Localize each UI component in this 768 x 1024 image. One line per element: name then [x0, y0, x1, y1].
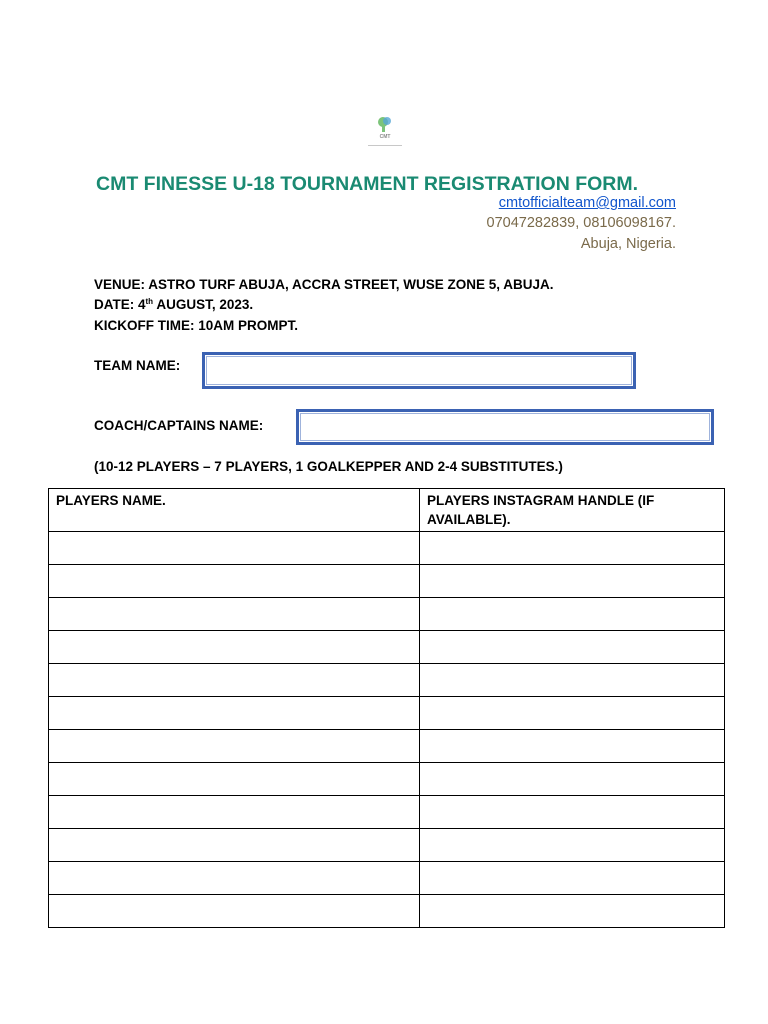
date-ordinal: th: [145, 297, 154, 306]
table-row: [49, 598, 725, 631]
instagram-handle-cell[interactable]: [420, 598, 725, 631]
logo-emblem-icon: [362, 112, 408, 152]
date-prefix: DATE: 4: [94, 297, 146, 312]
date-suffix: AUGUST, 2023.: [153, 297, 254, 312]
player-name-cell[interactable]: [49, 697, 420, 730]
table-row: [49, 796, 725, 829]
coach-name-field[interactable]: [296, 409, 714, 445]
table-row: [49, 697, 725, 730]
cmt-logo: [362, 112, 408, 152]
player-name-cell[interactable]: [49, 763, 420, 796]
header-instagram-handle: PLAYERS INSTAGRAM HANDLE (IF AVAILABLE).: [420, 489, 725, 532]
instagram-handle-cell[interactable]: [420, 730, 725, 763]
table-row: [49, 565, 725, 598]
instagram-handle-cell[interactable]: [420, 763, 725, 796]
coach-name-label: COACH/CAPTAINS NAME:: [94, 418, 264, 433]
instagram-handle-cell[interactable]: [420, 895, 725, 928]
table-row: [49, 664, 725, 697]
player-name-cell[interactable]: [49, 796, 420, 829]
instagram-handle-cell[interactable]: [420, 829, 725, 862]
city-text: Abuja, Nigeria.: [580, 236, 676, 252]
instagram-handle-cell[interactable]: [420, 664, 725, 697]
players-note: (10-12 PLAYERS – 7 PLAYERS, 1 GOALKEPPER AND 2-4 SUBSTITUTES.): [94, 459, 563, 474]
team-name-field[interactable]: [202, 352, 636, 389]
instagram-handle-cell[interactable]: [420, 796, 725, 829]
player-name-cell[interactable]: [49, 664, 420, 697]
players-table-body: [49, 532, 725, 928]
page-title: CMT FINESSE U-18 TOURNAMENT REGISTRATION FORM.: [96, 173, 639, 195]
table-row: [49, 730, 725, 763]
player-name-cell[interactable]: [49, 565, 420, 598]
instagram-handle-cell[interactable]: [420, 862, 725, 895]
player-name-cell[interactable]: [49, 862, 420, 895]
logo-text: CMT: [379, 134, 391, 140]
players-table: [48, 488, 725, 928]
player-name-cell[interactable]: [49, 895, 420, 928]
table-header-row: [49, 489, 725, 532]
header-players-name: PLAYERS NAME.: [49, 489, 420, 532]
instagram-handle-cell[interactable]: [420, 565, 725, 598]
table-row: [49, 862, 725, 895]
player-name-cell[interactable]: [49, 598, 420, 631]
kickoff-text: KICKOFF TIME: 10AM PROMPT.: [94, 318, 299, 333]
instagram-handle-cell[interactable]: [420, 631, 725, 664]
instagram-handle-cell[interactable]: [420, 532, 725, 565]
table-row: [49, 895, 725, 928]
player-name-cell[interactable]: [49, 829, 420, 862]
phone-numbers: 07047282839, 08106098167.: [486, 215, 676, 231]
date-text: [94, 297, 253, 312]
player-name-cell[interactable]: [49, 532, 420, 565]
team-name-label: TEAM NAME:: [94, 358, 181, 373]
table-row: [49, 532, 725, 565]
email-link[interactable]: cmtofficialteam@gmail.com: [498, 195, 676, 211]
table-row: [49, 763, 725, 796]
table-row: [49, 829, 725, 862]
player-name-cell[interactable]: [49, 730, 420, 763]
player-name-cell[interactable]: [49, 631, 420, 664]
table-row: [49, 631, 725, 664]
instagram-handle-cell[interactable]: [420, 697, 725, 730]
venue-text: VENUE: ASTRO TURF ABUJA, ACCRA STREET, WUSE ZONE 5, ABUJA.: [94, 277, 554, 292]
